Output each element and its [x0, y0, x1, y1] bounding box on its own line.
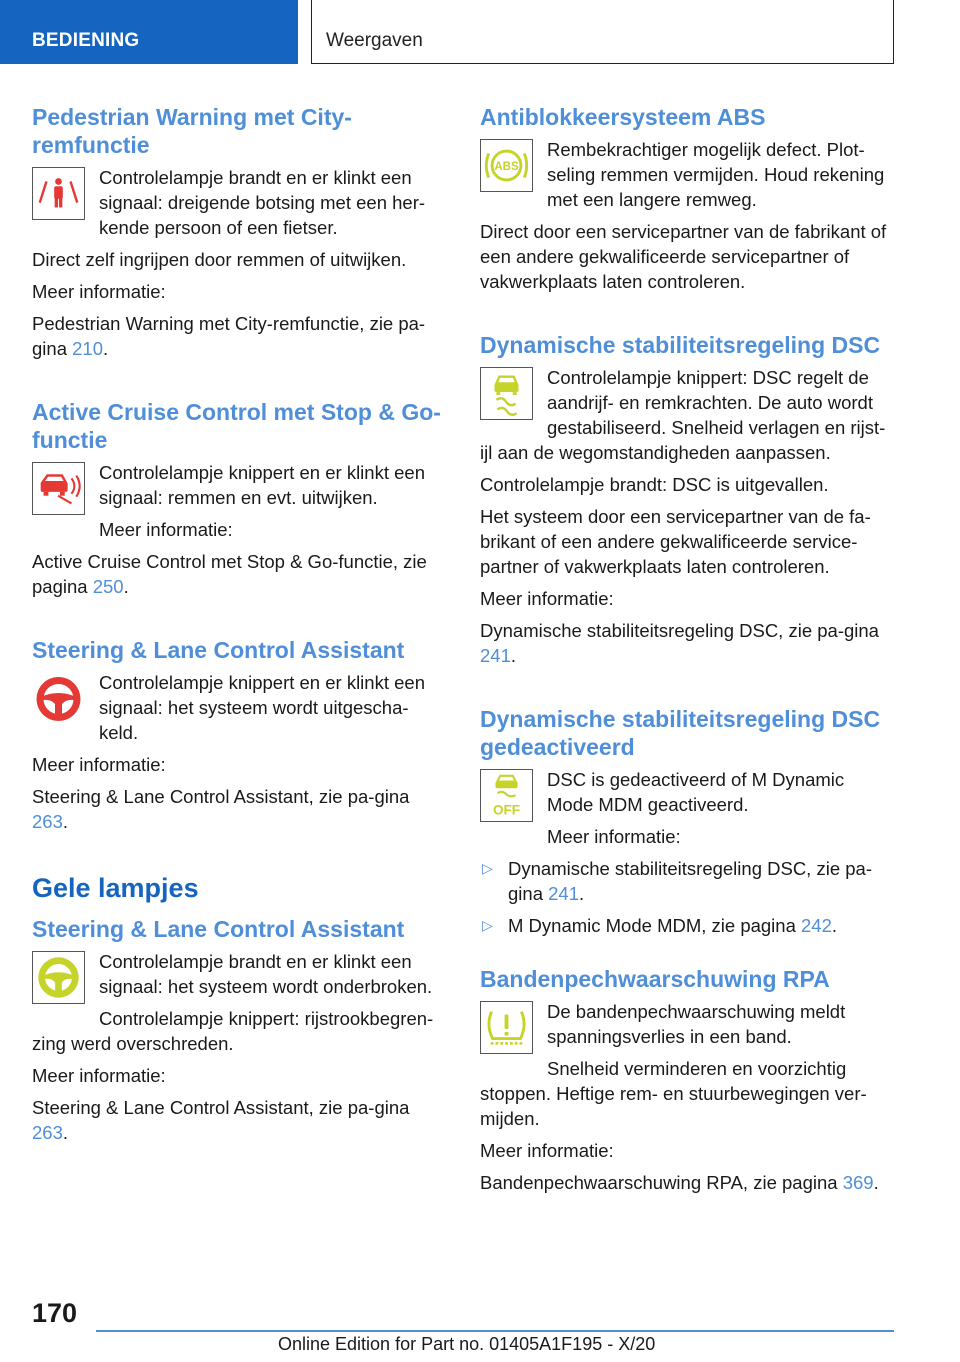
triangle-bullet-icon: ▷ — [482, 917, 493, 933]
page-link-369[interactable]: 369 — [842, 1172, 874, 1193]
pedestrian-warning-text-3: Meer informatie: — [32, 281, 166, 302]
tire-pressure-icon — [480, 1001, 533, 1054]
section-title-pedestrian-warning: Pedestrian Warning met City-remfunctie — [32, 104, 352, 158]
page-link-210[interactable]: 210 — [72, 338, 103, 359]
list-item: ▷ M Dynamic Mode MDM, zie pagina 242. — [482, 915, 838, 936]
section-steering-lane-yellow — [32, 949, 446, 1063]
footer-divider — [96, 1330, 894, 1332]
abs-icon — [480, 139, 533, 192]
page-link-263-b[interactable]: 263 — [32, 1122, 63, 1143]
section-title-dsc: Dynamische stabiliteitsregeling DSC — [480, 332, 881, 358]
footer-edition: Online Edition for Part no. 01405A1F195 - X/20 — [278, 1334, 656, 1354]
header-section-label: BEDIENING — [32, 30, 140, 51]
steering-wheel-yellow-icon — [32, 951, 85, 1004]
section-title-steering-lane-yellow: Steering & Lane Control Assistant — [32, 916, 405, 942]
rpa-reference: Bandenpechwaarschuwing RPA, zie pagina 369. — [480, 1172, 879, 1193]
dsc-off-icon — [480, 769, 533, 822]
section-rpa — [480, 999, 894, 1138]
left-column — [32, 103, 446, 1152]
section-title-steering-lane-red: Steering & Lane Control Assistant — [32, 637, 405, 663]
rpa-text-2: Snelheid verminderen en voorzichtig stoppen. Heftige rem- en stuurbewegingen ver-mijden. — [480, 1058, 867, 1129]
steering-yellow-text-2: Controlelampje knippert: rijstrookbegren-zing werd overschreden. — [32, 1008, 434, 1054]
abs-icon-label: ABS — [494, 160, 519, 173]
page-link-241-a[interactable]: 241 — [480, 645, 511, 666]
section-steering-lane-red — [32, 670, 446, 752]
header-chapter-box — [311, 0, 894, 64]
section-title-dsc-off: Dynamische stabiliteitsregeling DSC gedeactiveerd — [480, 706, 881, 760]
dsc-icon — [480, 367, 533, 420]
steering-yellow-text-1: Controlelampje brandt en er klinkt een signaal: het systeem wordt onderbroken. — [99, 951, 433, 997]
cruise-control-reference: Active Cruise Control met Stop & Go-functie, zie pagina 250. — [32, 551, 427, 597]
right-column — [480, 103, 894, 1202]
steering-red-text-1: Controlelampje knippert en er klinkt een signaal: het systeem wordt uitgescha-keld. — [99, 672, 425, 743]
dsc-reference: Dynamische stabiliteitsregeling DSC, zie pa-gina 241. — [480, 620, 879, 666]
cruise-control-warning-icon — [32, 462, 85, 515]
pedestrian-warning-reference: Pedestrian Warning met City-remfunctie, zie pa-gina 210. — [32, 313, 426, 359]
abs-text-1: Rembekrachtiger mogelijk defect. Plot-seling remmen vermijden. Houd rekening met een langere remweg. — [547, 139, 885, 210]
section-title-rpa: Bandenpechwaarschuwing RPA — [480, 966, 830, 992]
steering-yellow-reference: Steering & Lane Control Assistant, zie pa-gina 263. — [32, 1097, 410, 1143]
section-title-abs: Antiblokkeersysteem ABS — [480, 104, 766, 130]
steering-yellow-text-3: Meer informatie: — [32, 1065, 166, 1086]
list-item: ▷ Dynamische stabiliteitsregeling DSC, zie pa-gina 241. — [482, 858, 872, 904]
page-number: 170 — [32, 1298, 78, 1328]
steering-wheel-red-icon — [32, 672, 85, 725]
section-dsc — [480, 365, 894, 472]
heading-yellow-lamps: Gele lampjes — [32, 873, 199, 903]
dsc-off-text-2: Meer informatie: — [547, 826, 681, 847]
page-link-263-a[interactable]: 263 — [32, 811, 63, 832]
section-pedestrian-warning — [32, 165, 446, 247]
cruise-control-text-2: Meer informatie: — [99, 519, 233, 540]
dsc-text-4: Meer informatie: — [480, 588, 614, 609]
section-active-cruise-control — [32, 460, 446, 549]
dsc-text-2: Controlelampje brandt: DSC is uitgevallen. — [480, 474, 829, 495]
dsc-text-3: Het systeem door een servicepartner van de fa-brikant of een andere gekwalificeerde service-partner of vakwerkplaats laten controleren. — [480, 506, 871, 577]
steering-red-text-2: Meer informatie: — [32, 754, 166, 775]
header-chapter-label: Weergaven — [326, 30, 423, 51]
page-link-242[interactable]: 242 — [801, 915, 832, 936]
dsc-text-1: Controlelampje knippert: DSC regelt de aandrijf- en remkrachten. De auto wordt gestabiliseerd. Snelheid verlagen en rijst-ijl aan de wegomstandigheden aanpassen. — [480, 367, 886, 463]
pedestrian-warning-text-2: Direct zelf ingrijpen door remmen of uitwijken. — [32, 249, 407, 270]
page-link-241-b[interactable]: 241 — [548, 883, 579, 904]
steering-red-reference: Steering & Lane Control Assistant, zie pa-gina 263. — [32, 786, 410, 832]
dsc-off-reference-list — [480, 856, 894, 938]
cruise-control-text-1: Controlelampje knippert en er klinkt een signaal: remmen en evt. uitwijken. — [99, 462, 425, 508]
pedestrian-warning-icon — [32, 167, 85, 220]
header-section-tab — [0, 0, 298, 64]
section-abs — [480, 137, 894, 219]
rpa-text-1: De bandenpechwaarschuwing meldt spanningsverlies in een band. — [547, 1001, 846, 1047]
pedestrian-warning-text-1: Controlelampje brandt en er klinkt een signaal: dreigende botsing met een her-kende persoon of een fietser. — [99, 167, 426, 238]
section-title-active-cruise-control: Active Cruise Control met Stop & Go-functie — [32, 399, 441, 453]
rpa-text-3: Meer informatie: — [480, 1140, 614, 1161]
triangle-bullet-icon: ▷ — [482, 860, 493, 876]
page-link-250[interactable]: 250 — [92, 576, 124, 597]
dsc-off-icon-label: OFF — [493, 802, 520, 818]
abs-text-2: Direct door een servicepartner van de fabrikant of een andere gekwalificeerde servicepartner of vakwerkplaats laten controleren. — [480, 221, 887, 292]
dsc-off-text-1: DSC is gedeactiveerd of M Dynamic Mode MDM geactiveerd. — [547, 769, 845, 815]
section-dsc-off — [480, 767, 894, 856]
